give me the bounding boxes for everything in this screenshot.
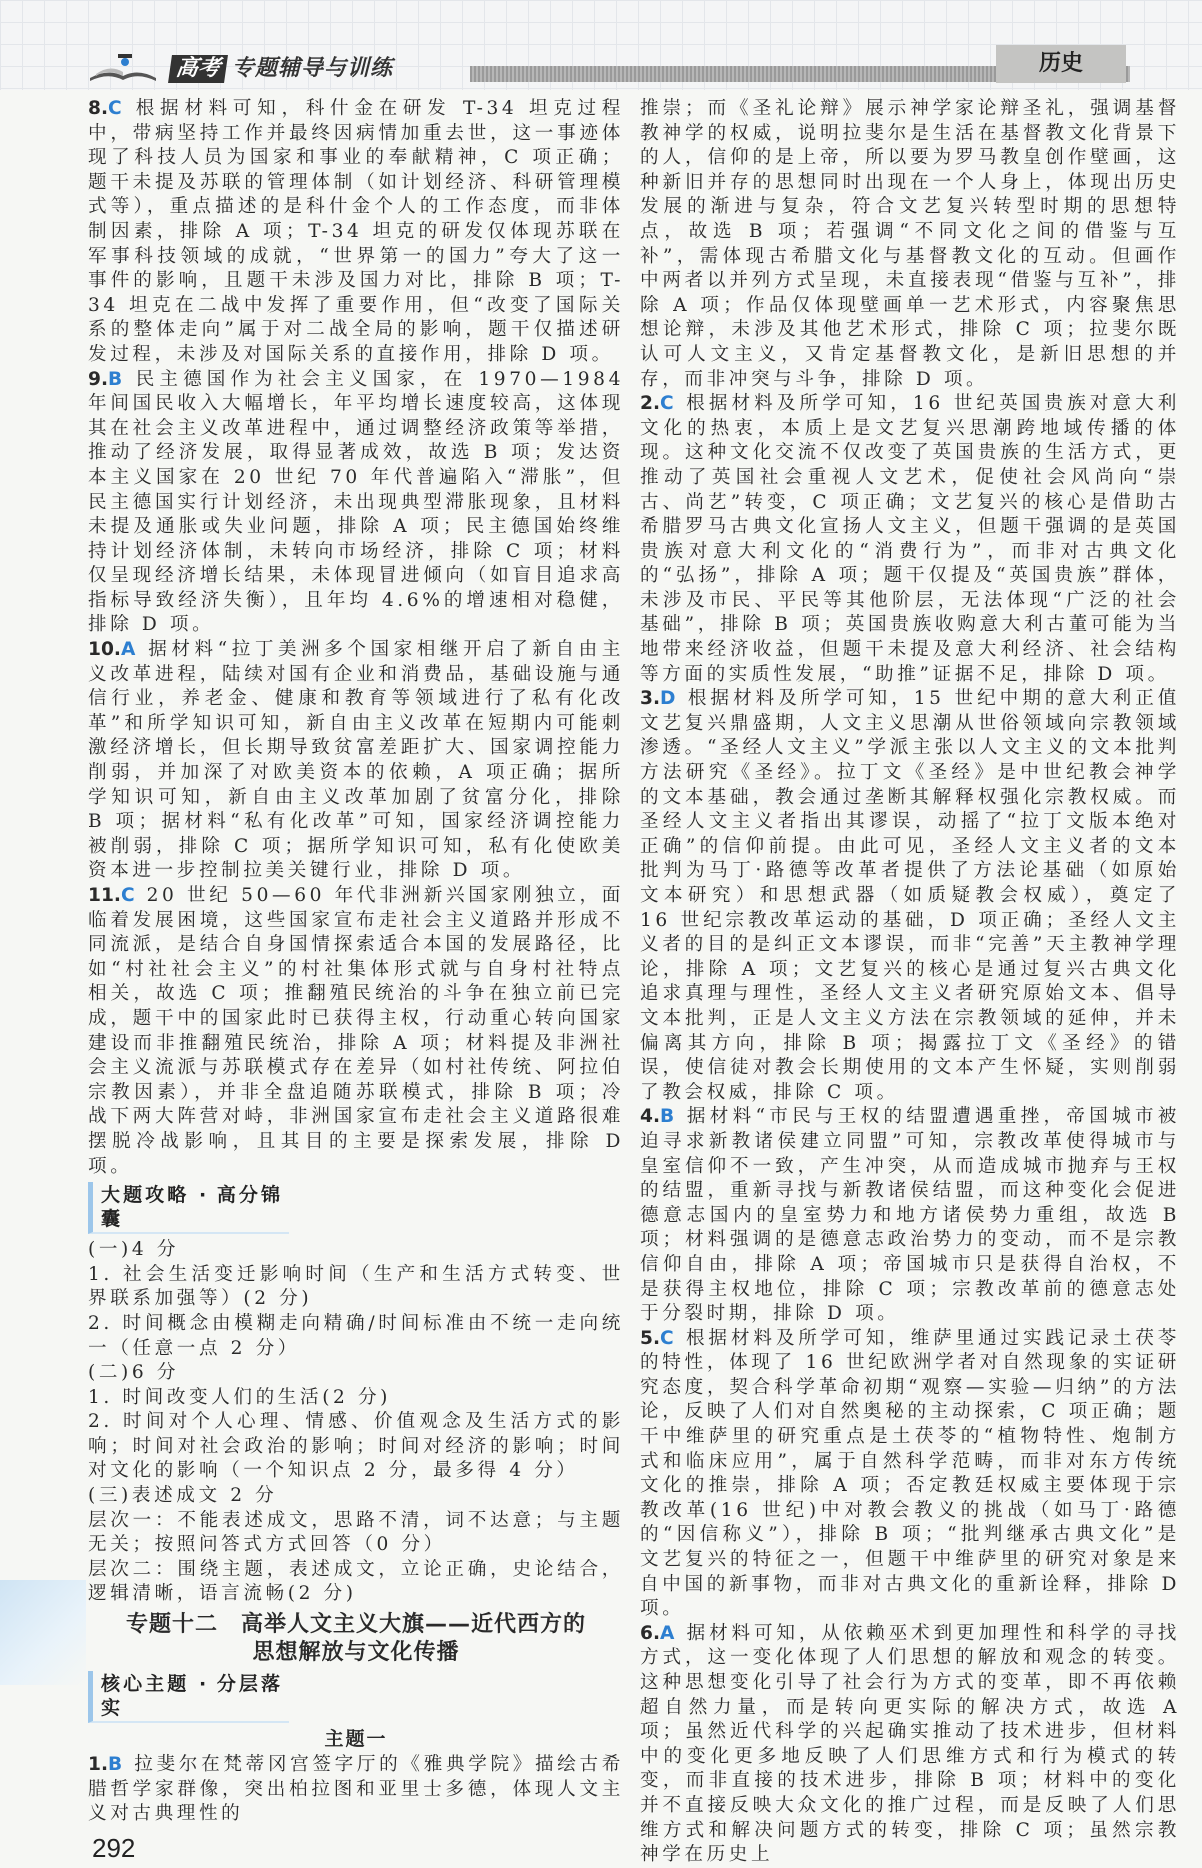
explanation-text: 拉斐尔在梵蒂冈宫签字厅的《雅典学院》描绘古希腊哲学家群像，突出柏拉图和亚里士多德，体现人文主义对古典理性的 xyxy=(88,1754,624,1825)
answer-item xyxy=(640,392,1180,687)
left-column xyxy=(88,97,624,1827)
book-title: 专题辅导与训练 xyxy=(232,56,394,81)
answer-item xyxy=(640,687,1180,1105)
item-number: 1. xyxy=(88,1754,109,1776)
explanation-text: 根据材料可知，科什金在研发 T-34 坦克过程中，带病坚持工作并最终因病情加重去世，这一事迹体现了科技人员为国家和事业的奉献精神，C 项正确；题干未提及苏联的管理体制（如计划经济、科研管理模式等），重点描述的是科什金个人的工作态度，而非体制因素，排除 A 项；T-34 坦克的研发仅体现苏联在军事科技领域的成就，“世界第一的国力”夸大了这一事件的影响，且题干未涉及国力对比，排除 B 项；T-34 坦克在二战中发挥了重要作用，但“改变了国际关系的整体走向”属于对二战全局的影响，题干仅描述研发过程，未涉及对国际关系的直接作用，排除 D 项。 xyxy=(88,98,624,365)
item-number: 5. xyxy=(640,1327,661,1349)
explanation-text: 根据材料及所学可知，16 世纪英国贵族对意大利文化的热衷，本质上是文艺复兴思潮跨地域传播的体现。这种文化交流不仅改变了英国贵族的生活方式，更推动了英国社会重视人文艺术，促使社会风尚向“崇古、尚艺”转变，C 项正确；文艺复兴的核心是借助古希腊罗马古典文化宣扬人文主义，但题干强调的是英国贵族对意大利文化的“消费行为”，而非对古典文化的“弘扬”，排除 A 项；题干仅提及“英国贵族”群体，未涉及市民、平民等其他阶层，无法体现“广泛的社会基础”，排除 B 项；英国贵族收购意大利古董可能为当地带来经济收益，但题干未提及意大利经济、社会结构等方面的实质性发展，“助推”证据不足，排除 D 项。 xyxy=(640,393,1180,685)
answer-item xyxy=(88,638,624,884)
answer-line: 1. 社会生活变迁影响时间（生产和生活方式转变、世界联系加强等）(2 分) xyxy=(88,1263,624,1310)
answer-line: 层次二：围绕主题，表述成文，立论正确，史论结合，逻辑清晰，语言流畅(2 分) xyxy=(88,1558,624,1605)
explanation-text: 据材料“拉丁美洲多个国家相继开启了新自由主义改革进程，陆续对国有企业和消费品，基础设施与通信行业，养老金、健康和教育等领域进行了私有化改革”和所学知识可知，新自由主义改革在短期内可能刺激经济增长，但长期导致贫富差距扩大、国家调控能力削弱，并加深了对欧美资本的依赖，A 项正确；据所学知识可知，新自由主义改革加剧了贫富分化，排除 B 项；据材料“私有化改革”可知，国家经济调控能力被削弱，排除 C 项；据所学知识可知，私有化使欧美资本进一步控制拉美关键行业，排除 D 项。 xyxy=(88,639,624,882)
subject-tab: 历史 xyxy=(996,45,1126,83)
answer-letter: A xyxy=(120,639,136,661)
answer-line: 1. 时间改变人们的生活(2 分) xyxy=(88,1386,392,1408)
page-header xyxy=(0,0,1202,90)
open-book-icon xyxy=(88,52,158,82)
explanation-text: 20 世纪 50—60 年代非洲新兴国家刚独立，面临着发展困境，这些国家宣布走社会主义道路并形成不同流派，是结合自身国情探索适合本国的发展路径，比如“村社社会主义”的村社集体形式就与自身村社特点相关，故选 C 项；推翻殖民统治的斗争在独立前已完成，题干中的国家此时已获得主权，行动重心转向国家建设而非推翻殖民统治，排除 A 项；材料提及非洲社会主义流派与苏联模式存在差异（如村社传统、阿拉伯宗教因素），并非全盘追随苏联模式，排除 B 项；冷战下两大阵营对峙，非洲国家宣布走社会主义道路很难摆脱冷战影响，且其目的主要是探索发展，排除 D 项。 xyxy=(88,885,624,1177)
topic-title-line1: 专题十二 高举人文主义大旗——近代西方的 xyxy=(125,1612,586,1638)
right-column xyxy=(640,97,1180,1868)
explanation-text: 根据材料及所学可知，15 世纪中期的意大利正值文艺复兴鼎盛期，人文主义思潮从世俗领域向宗教领域渗透。“圣经人文主义”学派主张以人文主义的文本批判方法研究《圣经》。拉丁文《圣经》是中世纪教会神学的文本基础，教会通过垄断其解释权强化宗教权威。而圣经人文主义者指出其谬误，动摇了“拉丁文版本绝对正确”的信仰前提。由此可见，圣经人文主义者的文本批判为马丁·路德等改革者提供了方法论基础（如原始文本研究）和思想武器（如质疑教会权威），奠定了 16 世纪宗教改革运动的基础，D 项正确；圣经人文主义者的目的是纠正文本谬误，而非“完善”天主教神学理论，排除 A 项；文艺复兴的核心是通过复兴古典文化追求真理与理性，圣经人文主义者研究原始文本、倡导文本批判，正是人文主义方法在宗教领域的延伸，并未偏离其方向，排除 B 项；揭露拉丁文《圣经》的错误，使信徒对教会长期使用的文本产生怀疑，实则削弱了教会权威，排除 C 项。 xyxy=(640,688,1180,1103)
answer-letter: C xyxy=(120,885,135,906)
item-number: 6. xyxy=(640,1622,661,1644)
topic-title xyxy=(88,1611,624,1667)
core-heading: 核心主题 · 分层落实 xyxy=(88,1671,289,1723)
corner-decoration xyxy=(0,1580,86,1685)
answer-item xyxy=(88,884,624,1179)
answer-line: 2. 时间概念由模糊走向精确/时间标准由不统一走向统一（任意一点 2 分） xyxy=(88,1312,624,1359)
section-heading: 大题攻略 · 高分锦囊 xyxy=(88,1182,289,1234)
topic-title-line2: 思想解放与文化传播 xyxy=(252,1640,460,1666)
answer-line: 层次一：不能表述成文，思路不清，词不达意；与主题无关；按照问答式方式回答（0 分） xyxy=(88,1509,624,1556)
answer-letter: C xyxy=(660,393,674,415)
answer-letter: B xyxy=(660,1106,675,1128)
answer-letter: C xyxy=(660,1327,674,1349)
answer-letter: C xyxy=(108,98,122,119)
answer-line: 2. 时间对个人心理、情感、价值观念及生活方式的影响；时间对社会政治的影响；时间对经济的影响；时间对文化的影响（一个知识点 2 分，最多得 4 分） xyxy=(88,1411,624,1482)
item-number: 11. xyxy=(88,885,121,906)
item-number: 9. xyxy=(88,368,109,390)
answer-item xyxy=(640,1105,1180,1326)
item-number: 10. xyxy=(88,639,121,661)
answer-item xyxy=(640,1622,1180,1868)
answer-item xyxy=(640,1327,1180,1622)
item-number: 2. xyxy=(640,393,661,415)
explanation-text: 据材料“市民与王权的结盟遭遇重挫，帝国城市被迫寻求新教诸侯建立同盟”可知，宗教改革使得城市与皇室信仰不一致，产生冲突，从而造成城市抛弃与王权的结盟，重新寻找与新教诸侯结盟，而这种变化会促进德意志国内的皇室势力和地方诸侯势力重组，故选 B 项；材料强调的是德意志政治势力的变动，而不是宗教信仰自由，排除 A 项；帝国城市只是获得自治权，不是获得主权地位，排除 C 项；宗教改革前的德意志处于分裂时期，排除 D 项。 xyxy=(640,1106,1180,1325)
item-number: 4. xyxy=(640,1106,661,1128)
answer-item xyxy=(88,368,624,639)
item-number: 8. xyxy=(88,98,109,119)
brand-mark: 高考 xyxy=(168,55,228,83)
explanation-text: 据材料可知，从依赖巫术到更加理性和科学的寻找方式，这一变化体现了人们思想的解放和观念的转变。这种思想变化引导了社会行为方式的变革，即不再依赖超自然力量，而是转向更实际的解决方式，故选 A 项；虽然近代科学的兴起确实推动了技术进步，但材料中的变化更多地反映了人们思维方式和行为模式的转变，而非直接的技术进步，排除 B 项；材料中的变化并不直接反映大众文化的推广过程，而是反映了人们思维方式和解决问题方式的转变，排除 C 项；虽然宗教神学在历史上 xyxy=(640,1622,1180,1866)
subtopic-heading: 主题一 xyxy=(324,1728,388,1751)
explanation-text: 民主德国作为社会主义国家，在 1970—1984 年间国民收入大幅增长，年平均增长速度较高，这体现其在社会主义改革进程中，通过调整经济政策等举措，推动了经济发展，取得显著成效，故选 B 项；发达资本主义国家在 20 世纪 70 年代普遍陷入“滞胀”，但民主德国实行计划经济，未出现典型滞胀现象，且材料未提及通胀或失业问题，排除 A 项；民主德国始终维持计划经济体制，未转向市场经济，排除 C 项；材料仅呈现经济增长结果，未体现冒进倾向（如盲目追求高指标导致经济失衡），且年均 4.6%的增速相对稳健，排除 D 项。 xyxy=(88,368,624,636)
answer-letter: B xyxy=(108,368,123,390)
answer-letter: A xyxy=(660,1622,675,1644)
answer-item-continued: 推崇；而《圣礼论辩》展示神学家论辩圣礼，强调基督教神学的权威，说明拉斐尔是生活在基督教文化背景下的人，信仰的是上帝，所以要为罗马教皇创作壁画，这种新旧并存的思想同时出现在一个人身上，体现出历史发展的渐进与复杂，符合文艺复兴转型时期的思想特点，故选 B 项；若强调“不同文化之间的借鉴与互补”，需体现古希腊文化与基督教文化的互动。但画作中两者以并列方式呈现，未直接表现“借鉴与互补”，排除 A 项；作品仅体现壁画单一艺术形式，内容聚焦思想论辩，未涉及其他艺术形式，排除 C 项；拉斐尔既认可人文主义，又肯定基督教文化，是新旧思想的并存，而非冲突与斗争，排除 D 项。 xyxy=(640,98,1180,390)
explanation-text: 根据材料及所学可知，维萨里通过实践记录土茯苓的特性，体现了 16 世纪欧洲学者对自然现象的实证研究态度，契合科学革命初期“观察—实验—归纳”的方法论，反映了人们对自然奥秘的主动探索，C 项正确；题干中维萨里的研究重点是土茯苓的“植物特性、炮制方式和临床应用”，属于自然科学范畴，而非对东方传统文化的推崇，排除 A 项；否定教廷权威主要体现于宗教改革(16 世纪)中对教会教义的挑战（如马丁·路德的“因信称义”），排除 B 项；“批判继承古典文化”是文艺复兴的特征之一，但题干中维萨里的研究对象是来自中国的新事物，而非对古典文化的重新诠释，排除 D 项。 xyxy=(640,1327,1180,1620)
page-number: 292 xyxy=(92,1833,136,1863)
answer-line: (二)6 分 xyxy=(88,1362,180,1384)
answer-item xyxy=(88,97,624,368)
answer-key-lines xyxy=(88,1238,624,1607)
answer-line: (三)表述成文 2 分 xyxy=(88,1485,278,1507)
answer-letter: B xyxy=(108,1754,123,1776)
answer-line: (一)4 分 xyxy=(88,1239,180,1261)
answer-letter: D xyxy=(660,688,676,710)
item-number: 3. xyxy=(640,688,661,710)
answer-item xyxy=(88,1753,624,1827)
